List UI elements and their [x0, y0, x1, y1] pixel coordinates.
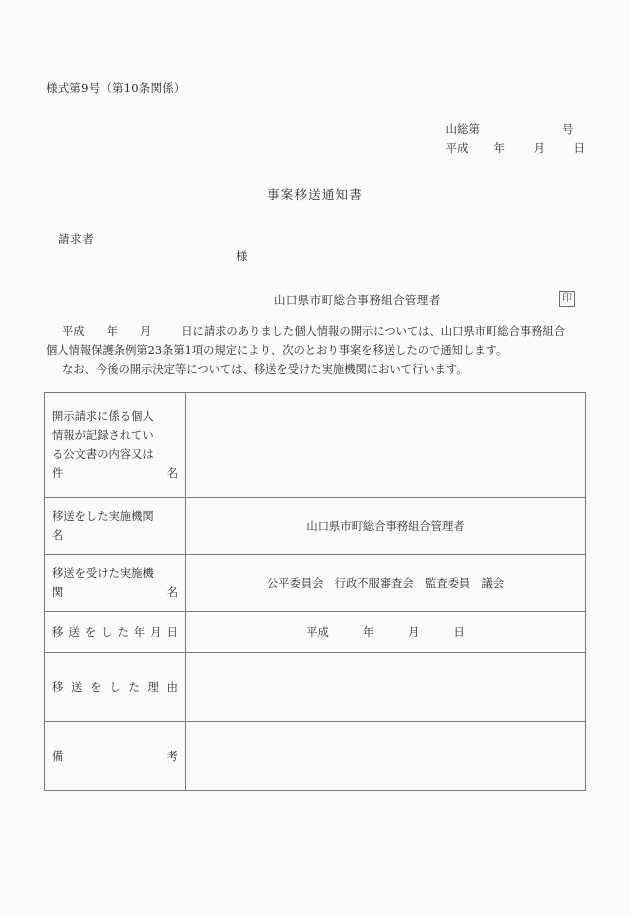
- value-day-unit: 日: [453, 626, 465, 639]
- label-char: し: [109, 680, 121, 694]
- label-char: た: [117, 625, 129, 639]
- label-char: 移: [52, 680, 64, 694]
- table-row: [45, 653, 586, 722]
- date-year-unit: 年: [493, 141, 505, 155]
- row-label-subject: [45, 393, 186, 498]
- label-char: を: [84, 625, 97, 639]
- label-line: 情報が記録されてい: [52, 429, 154, 442]
- seal-stamp-icon: 印: [559, 291, 575, 307]
- row-label-sending-agency: [45, 498, 186, 555]
- label-right: 名: [166, 467, 178, 480]
- label-char: 移: [52, 625, 64, 639]
- row-value-subject[interactable]: [186, 393, 586, 498]
- value-year-unit: 年: [362, 626, 375, 639]
- date-era: 平成: [445, 141, 469, 155]
- label-line: る公文書の内容又は: [52, 448, 154, 461]
- label-line: [52, 678, 178, 697]
- label-right: 名: [166, 586, 178, 599]
- page-title: 事案移送通知書: [267, 187, 363, 202]
- label-char: 日: [166, 625, 178, 639]
- value-month-unit: 月: [408, 626, 420, 639]
- table-row: [45, 393, 586, 498]
- label-char: 理: [147, 680, 159, 694]
- body-year-unit: 年: [106, 325, 118, 338]
- body-line-1: [46, 322, 586, 341]
- document-number-label: 山総第: [445, 122, 480, 136]
- body-line-1-rest: 日に請求のありました個人情報の開示については、山口県市町総合事務組合: [181, 325, 566, 338]
- label-char: 備: [52, 749, 64, 763]
- document-number-row: [446, 120, 586, 139]
- document-number-suffix: 号: [562, 122, 574, 136]
- label-line: [52, 623, 178, 642]
- row-label-remarks: [45, 722, 186, 791]
- date-month-unit: 月: [533, 141, 545, 155]
- table-row: [45, 498, 586, 555]
- label-char: し: [101, 625, 113, 639]
- value-era: 平成: [306, 626, 329, 639]
- label-line: 移送をした実施機関: [52, 510, 154, 523]
- label-line: [52, 583, 178, 602]
- requester-label: 請求者: [58, 232, 95, 246]
- row-label-transfer-reason: [45, 653, 186, 722]
- body-era: 平成: [62, 325, 85, 338]
- document-header: [446, 120, 586, 158]
- row-value-remarks[interactable]: [186, 722, 586, 791]
- table-row: [45, 722, 586, 791]
- label-line: [52, 464, 178, 483]
- transfer-details-table: [44, 392, 586, 791]
- table-row: [45, 612, 586, 653]
- label-char: 年: [133, 625, 146, 639]
- label-char: 送: [71, 680, 83, 694]
- body-month-unit: 月: [139, 325, 152, 338]
- form-number: 様式第9号（第10条関係）: [46, 81, 186, 95]
- label-char: 由: [166, 680, 178, 694]
- label-left: 件: [52, 467, 64, 480]
- row-value-sending-agency[interactable]: 山口県市町総合事務組合管理者: [186, 498, 586, 555]
- label-line: 名: [52, 529, 64, 542]
- date-day-unit: 日: [573, 141, 585, 155]
- row-label-transfer-date: [45, 612, 186, 653]
- label-line: 移送を受けた実施機: [52, 567, 154, 580]
- issuer-name: 山口県市町総合事務組合管理者: [274, 293, 441, 307]
- body-text: [46, 322, 586, 379]
- label-line: 開示請求に係る個人: [52, 410, 154, 423]
- label-line: [52, 747, 178, 766]
- label-char: た: [128, 680, 140, 694]
- body-line-3: なお、今後の開示決定等については、移送を受けた実施機関において行います。: [62, 363, 468, 376]
- label-left: 関: [52, 586, 64, 599]
- row-value-receiving-agency[interactable]: 公平委員会 行政不服審査会 監査委員 議会: [186, 555, 586, 612]
- row-value-transfer-date[interactable]: [186, 612, 586, 653]
- row-label-receiving-agency: [45, 555, 186, 612]
- table-row: [45, 555, 586, 612]
- body-line-2: 個人情報保護条例第23条第1項の規定により、次のとおり事案を移送したので通知します。: [46, 344, 508, 357]
- document-date-row: [446, 139, 586, 158]
- requester-honorific: 様: [236, 249, 248, 263]
- row-value-transfer-reason[interactable]: [186, 653, 586, 722]
- label-char: 考: [166, 749, 178, 763]
- label-char: を: [90, 680, 102, 694]
- label-char: 月: [150, 625, 162, 639]
- label-char: 送: [68, 625, 80, 639]
